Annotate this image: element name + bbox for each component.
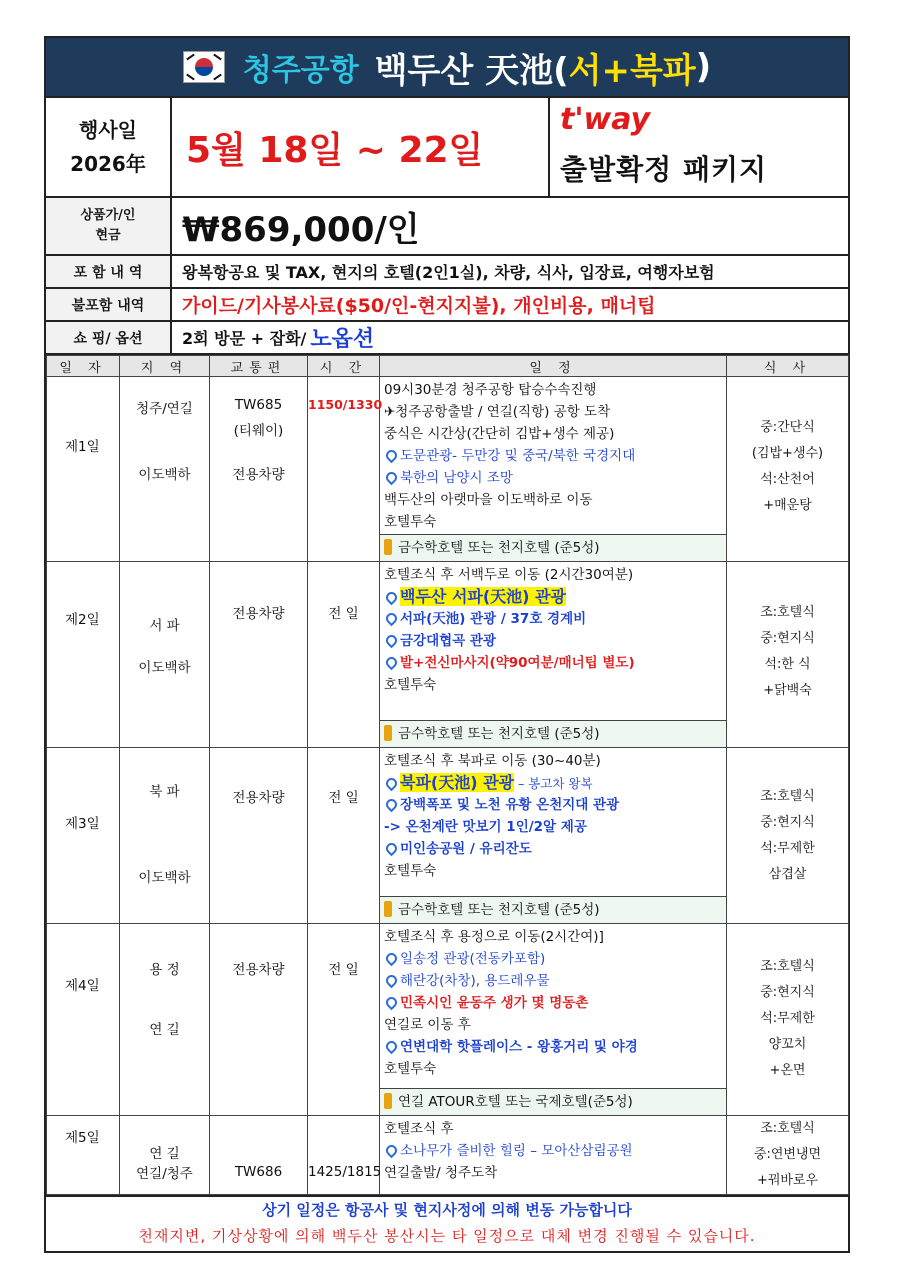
transport-1: 전용차량: [232, 962, 285, 978]
meal-cell: [727, 1116, 849, 1195]
hotel-line: [380, 896, 726, 923]
schedule-cell: [380, 748, 727, 924]
meal-item: 중:현지식: [760, 985, 815, 1000]
schedule-text: 일송정 관광(전동카포함): [400, 951, 546, 967]
time-value: 전 일: [328, 790, 359, 806]
price-label: [46, 198, 172, 254]
schedule-line: [380, 489, 726, 511]
meal-item: 조:호텔식: [760, 959, 815, 974]
time-cell: [308, 562, 380, 748]
meal-list: [727, 415, 848, 519]
title-route: 서+북파: [568, 50, 696, 91]
hotel-icon: [384, 1093, 392, 1109]
notice-weather: 천재지변, 기상상황에 의해 백두산 봉산시는 타 일정으로 대체 변경 진행될 수 있습니다.: [138, 1227, 756, 1245]
title-banner: [46, 38, 848, 98]
transport-2: (티웨이): [233, 423, 284, 439]
schedule-line: [380, 379, 726, 401]
day-cell: [47, 748, 120, 924]
col-schedule: 일 정: [380, 356, 727, 377]
meal-item: 중:현지식: [760, 631, 815, 646]
transport-1: TW685: [234, 397, 283, 413]
region-primary: 용 정: [149, 962, 180, 978]
price-label-line1: 상품가/인: [80, 208, 136, 223]
region-primary: 북 파: [149, 784, 180, 800]
schedule-line: [380, 1140, 726, 1162]
schedule-cell: [380, 377, 727, 562]
location-pin-icon: [384, 470, 400, 486]
location-pin-icon: [384, 633, 400, 649]
schedule-text: 발+전신마사지(약90여분/매너팁 별도): [400, 655, 635, 671]
schedule-line: [380, 511, 726, 533]
schedule-lines: [380, 1116, 726, 1184]
time-value: 1150/1330: [308, 397, 383, 412]
location-pin-icon: [384, 448, 400, 464]
price-row: [46, 198, 848, 256]
schedule-text: 연변대학 핫플레이스 - 왕홍거리 및 야경: [400, 1039, 638, 1055]
schedule-text: 민족시인 윤동주 생가 몇 명동촌: [400, 995, 589, 1011]
schedule-line: [380, 992, 726, 1014]
transport-3: 전용차량: [232, 467, 285, 483]
hotel-line: [380, 720, 726, 747]
meal-item: 양꼬치: [768, 1037, 807, 1052]
schedule-text: 도문관광- 두만강 및 중국/북한 국경지대: [400, 448, 636, 464]
schedule-text: 연길출발/ 청주도착: [384, 1165, 498, 1181]
airline-box: [550, 98, 848, 196]
location-pin-icon: [384, 776, 400, 792]
schedule-line: [380, 1118, 726, 1140]
meal-item: 조:호텔식: [760, 605, 815, 620]
day-label: 제5일: [65, 1130, 100, 1146]
time-value: 전 일: [328, 606, 359, 622]
schedule-cell: [380, 924, 727, 1116]
schedule-line: [380, 794, 726, 816]
schedule-text: 호텔조식 후 북파로 이동 (30~40분): [384, 753, 601, 769]
notice-change: 상기 일정은 항공사 및 현지사정에 의해 변동 가능합니다: [262, 1201, 632, 1219]
meal-item: 조:호텔식: [760, 789, 815, 804]
schedule-text: ✈청주공항출발 / 연길(직항) 공항 도착: [384, 404, 611, 420]
meal-cell: [727, 748, 849, 924]
schedule-text: 서파(天池) 관광 / 37호 경계비: [400, 611, 587, 627]
schedule-lines: [380, 748, 726, 882]
schedule-text: 중식은 시간상(간단히 김밥+생수 제공): [384, 426, 615, 442]
location-pin-icon: [384, 973, 400, 989]
meal-list: [727, 600, 848, 704]
tway-logo: t'way: [560, 102, 651, 137]
col-time: 시 간: [308, 356, 380, 377]
schedule-lines: [380, 562, 726, 696]
meal-item: +매운탕: [763, 498, 812, 513]
schedule-lines: [380, 377, 726, 533]
col-date: 일 자: [47, 356, 120, 377]
transport-cell: [210, 377, 308, 562]
time-value: 1425/1815: [308, 1164, 382, 1180]
schedule-line: [380, 838, 726, 860]
day-cell: [47, 377, 120, 562]
meal-item: +꿔바로우: [756, 1173, 819, 1188]
schedule-text: 연길로 이동 후: [384, 1017, 471, 1033]
day-label: 제3일: [65, 816, 100, 832]
time-cell: [308, 1116, 380, 1195]
schedule-line: [380, 586, 726, 608]
event-date-row: [46, 98, 848, 198]
schedule-line: [380, 423, 726, 445]
schedule-table: [46, 355, 849, 1195]
meal-item: +닭백숙: [763, 683, 812, 698]
region-cell: [120, 924, 210, 1116]
region-primary: 청주/연길: [136, 401, 193, 417]
meal-item: 중:현지식: [760, 815, 815, 830]
region-primary: 서 파: [149, 618, 180, 634]
schedule-text: 호텔조식 후: [384, 1121, 454, 1137]
region-cell: [120, 748, 210, 924]
package-type: 출발확정 패키지: [560, 153, 768, 186]
location-pin-icon: [384, 655, 400, 671]
hotel-line: [380, 1088, 726, 1115]
schedule-day-row: [47, 748, 849, 924]
time-cell: [308, 377, 383, 562]
schedule-line: [380, 652, 726, 674]
meal-list: [727, 784, 848, 888]
region-cell: [120, 1116, 210, 1195]
schedule-line: [380, 401, 726, 423]
schedule-line: [380, 860, 726, 882]
meal-item: 석:무제한: [760, 841, 815, 856]
schedule-text: 호텔조식 후 용정으로 이동(2시간여)]: [384, 929, 604, 945]
schedule-text: 미인송공원 / 유리잔도: [400, 841, 532, 857]
shopping-text: 2회 방문 + 잡화/: [182, 329, 307, 348]
schedule-line: [380, 608, 726, 630]
region-secondary: 연 길: [149, 1022, 180, 1038]
meal-item: 중:연변냉면: [753, 1147, 822, 1162]
schedule-line: [380, 926, 726, 948]
schedule-text: 호텔투숙: [384, 863, 437, 879]
day-cell: [47, 1116, 120, 1195]
title-airport: 청주공항: [242, 53, 359, 88]
meal-cell: [727, 377, 849, 562]
schedule-line: [380, 564, 726, 586]
transport-1: TW686: [234, 1164, 283, 1180]
transport-cell: [210, 924, 308, 1116]
event-label-line2: 2026年: [70, 152, 146, 176]
region-cell: [120, 377, 210, 562]
event-label-line1: 행사일: [79, 118, 137, 142]
transport-cell: [210, 748, 308, 924]
hotel-line: [380, 534, 726, 561]
schedule-line: [380, 674, 726, 696]
title-main: 백두산 天池(: [374, 50, 569, 91]
meal-item: 삼겹살: [768, 867, 807, 882]
event-date-label: [46, 98, 172, 196]
footer-notice: [46, 1195, 848, 1251]
hotel-name: 연길 ATOUR호텔 또는 국제호텔(준5성): [398, 1094, 633, 1110]
region-secondary: 이도백하: [138, 467, 191, 483]
schedule-text: 호텔조식 후 서백두로 이동 (2시간30여분): [384, 567, 634, 583]
schedule-line: [380, 816, 726, 838]
hotel-icon: [384, 901, 392, 917]
schedule-line: [380, 772, 726, 794]
col-region: 지 역: [120, 356, 210, 377]
transport-1: 전용차량: [232, 606, 285, 622]
schedule-lines: [380, 924, 726, 1080]
meal-item: 조:호텔식: [760, 1121, 815, 1136]
meal-item: 석:무제한: [760, 1011, 815, 1026]
schedule-suffix: – 봉고차 왕복: [514, 776, 593, 791]
schedule-day-row: [47, 924, 849, 1116]
price-value: ₩869,000/인: [182, 209, 420, 250]
meal-cell: [727, 562, 849, 748]
excludes-label: 불포함 내역: [46, 289, 172, 320]
day-cell: [47, 562, 120, 748]
schedule-text: 호텔투숙: [384, 1061, 437, 1077]
price-label-line2: 현금: [95, 228, 121, 243]
time-value: 전 일: [328, 962, 359, 978]
title-close: ): [695, 47, 712, 87]
day-cell: [47, 924, 120, 1116]
schedule-line: [380, 1058, 726, 1080]
shopping-row: [46, 322, 848, 355]
schedule-line: [380, 1014, 726, 1036]
excludes-row: [46, 289, 848, 322]
hotel-name: 금수학호텔 또는 천지호텔 (준5성): [398, 726, 600, 742]
shopping-label: 쇼 핑/ 옵션: [46, 322, 172, 353]
schedule-cell: [380, 1116, 727, 1195]
location-pin-icon: [384, 951, 400, 967]
day-label: 제1일: [65, 439, 100, 455]
region-secondary: 이도백하: [138, 870, 191, 886]
meal-item: 석:산천어: [760, 472, 815, 487]
region-secondary: 이도백하: [138, 660, 191, 676]
location-pin-icon: [384, 590, 400, 606]
schedule-text: 호텔투숙: [384, 514, 437, 530]
schedule-line: [380, 750, 726, 772]
schedule-text: 백두산의 아랫마을 이도백하로 이동: [384, 492, 593, 508]
meal-list: [727, 954, 848, 1084]
schedule-text: 장백폭포 및 노천 유황 온천지대 관광: [400, 797, 620, 813]
schedule-line: [380, 445, 726, 467]
hotel-name: 금수학호텔 또는 천지호텔 (준5성): [398, 902, 600, 918]
meal-item: +온면: [769, 1063, 806, 1078]
schedule-line: [380, 467, 726, 489]
hotel-icon: [384, 539, 392, 555]
location-pin-icon: [384, 1039, 400, 1055]
schedule-header-row: [47, 356, 849, 377]
schedule-line: [380, 1162, 726, 1184]
korea-flag-icon: [183, 51, 225, 83]
includes-value: 왕복항공요 및 TAX, 현지의 호텔(2인1실), 차량, 식사, 입장료, 여행자보험: [182, 263, 715, 282]
option-text: 노옵션: [310, 327, 375, 352]
transport-1: 전용차량: [232, 790, 285, 806]
location-pin-icon: [384, 995, 400, 1011]
meal-item: 석:한 식: [764, 657, 811, 672]
col-meals: 식 사: [727, 356, 849, 377]
day-label: 제4일: [65, 978, 100, 994]
meal-list: [727, 1116, 848, 1194]
schedule-text: 호텔투숙: [384, 677, 437, 693]
shopping-value: [172, 322, 848, 353]
hotel-name: 금수학호텔 또는 천지호텔 (준5성): [398, 540, 600, 556]
meal-item: (김밥+생수): [751, 446, 824, 461]
includes-row: [46, 256, 848, 289]
schedule-line: [380, 970, 726, 992]
schedule-day-row: [47, 562, 849, 748]
schedule-line: [380, 1036, 726, 1058]
location-pin-icon: [384, 841, 400, 857]
col-transport: 교통편: [210, 356, 308, 377]
schedule-text: 백두산 서파(天池) 관광: [400, 587, 566, 606]
region-cell: [120, 562, 210, 748]
transport-cell: [210, 1116, 308, 1195]
schedule-line: [380, 948, 726, 970]
schedule-cell: [380, 562, 727, 748]
meal-cell: [727, 924, 849, 1116]
schedule-text: 09시30분경 청주공항 탑승수속진행: [384, 382, 597, 398]
location-pin-icon: [384, 797, 400, 813]
itinerary-sheet: [44, 36, 850, 1253]
schedule-text: 금강대협곡 관광: [400, 633, 496, 649]
schedule-day-row: [47, 1116, 849, 1195]
schedule-day-row: [47, 377, 849, 562]
hotel-icon: [384, 725, 392, 741]
schedule-text: 소나무가 즐비한 힐링 – 모아산삼림공원: [400, 1143, 633, 1159]
schedule-text: -> 온천계란 맛보기 1인/2알 제공: [384, 819, 587, 835]
transport-cell: [210, 562, 308, 748]
region-primary: 연 길: [149, 1146, 180, 1162]
schedule-line: [380, 630, 726, 652]
includes-label: 포 함 내 역: [46, 256, 172, 287]
schedule-text: 해란강(차창), 용드레우물: [400, 973, 550, 989]
meal-item: 중:간단식: [760, 420, 815, 435]
excludes-value: 가이드/기사봉사료($50/인-현지지불), 개인비용, 매너팁: [182, 295, 656, 317]
region-secondary: 연길/청주: [136, 1166, 193, 1182]
time-cell: [308, 924, 380, 1116]
event-dates: 5월 18일 ~ 22일: [172, 98, 550, 196]
location-pin-icon: [384, 1143, 400, 1159]
schedule-text: 북한의 남양시 조망: [400, 470, 513, 486]
time-cell: [308, 748, 380, 924]
schedule-text: 북파(天池) 관광: [400, 773, 515, 792]
location-pin-icon: [384, 611, 400, 627]
day-label: 제2일: [65, 612, 100, 628]
